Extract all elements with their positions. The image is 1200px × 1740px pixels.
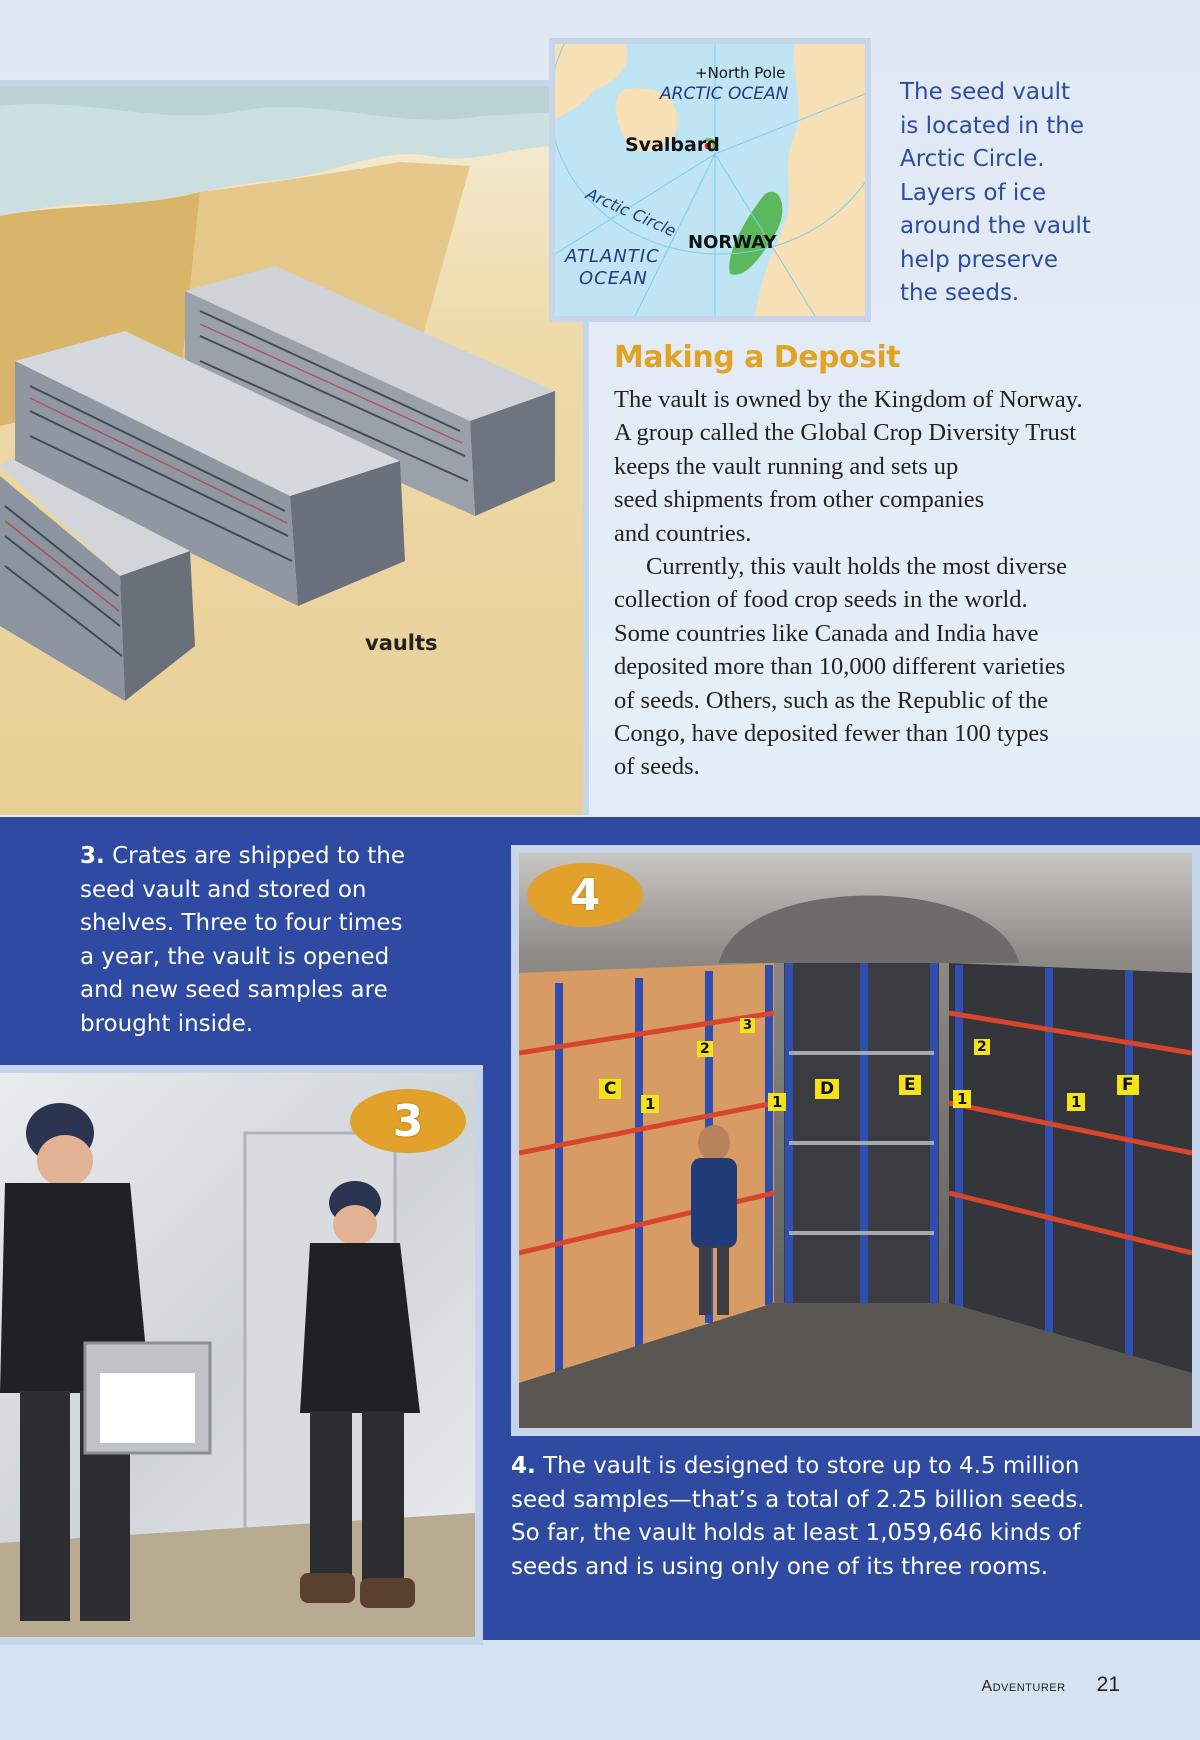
body-line: and countries. xyxy=(614,519,752,547)
paragraph-2 xyxy=(614,550,1189,784)
vault-illustration xyxy=(0,80,585,815)
step-3-number: 3. xyxy=(80,843,105,869)
arctic-map xyxy=(549,38,871,322)
step-4-line: seed samples—that’s a total of 2.25 billion seeds. xyxy=(511,1486,1085,1513)
step-4-caption xyxy=(511,1450,1151,1584)
arctic-ocean-label: ARCTIC OCEAN xyxy=(660,84,789,104)
body-line: of seeds. Others, such as the Republic of the xyxy=(614,686,1049,714)
shelf-tag-E: E xyxy=(899,1075,921,1095)
map-caption-line: around the vault xyxy=(900,213,1091,239)
vault-cutaway-drawing xyxy=(0,86,585,815)
step-4-photo xyxy=(511,845,1200,1436)
shelf-tag-1: 1 xyxy=(768,1093,786,1111)
shelf-tag-1: 1 xyxy=(953,1090,971,1108)
step-3-photo xyxy=(0,1065,483,1645)
step-3-line: and new seed samples are xyxy=(80,977,388,1003)
body-line: deposited more than 10,000 different varieties xyxy=(614,653,1066,681)
step-3-caption xyxy=(80,840,480,1041)
body-line: seed shipments from other companies xyxy=(614,486,985,514)
atlantic-label-line1: ATLANTIC xyxy=(565,246,660,267)
page-number: 21 xyxy=(1096,1673,1120,1696)
step-3-line: seed vault and stored on xyxy=(80,876,367,903)
shelf-tag-1: 1 xyxy=(641,1095,659,1113)
map-caption-line: The seed vault xyxy=(900,79,1070,105)
storage-shelves-drawing xyxy=(519,853,1192,1428)
seed-storage-room-photo xyxy=(519,853,1192,1428)
step-4-line xyxy=(511,1450,1151,1484)
map-caption-line: is located in the xyxy=(900,112,1084,139)
page-footer xyxy=(981,1673,1120,1697)
arctic-circle-label: Arctic Circle xyxy=(583,184,679,241)
north-pole-text: North Pole xyxy=(707,64,786,82)
shelf-tag-1: 1 xyxy=(1067,1093,1085,1111)
body-line: Some countries like Canada and India have xyxy=(614,619,1039,647)
atlantic-label-line2: OCEAN xyxy=(579,268,648,289)
step-4-number: 4. xyxy=(511,1453,536,1479)
paragraph-1 xyxy=(614,383,1189,550)
article-body xyxy=(614,383,1189,784)
body-line: A group called the Global Crop Diversity Trust xyxy=(614,419,1077,447)
step-3-text: Crates are shipped to the xyxy=(112,843,405,869)
body-line: keeps the vault running and sets up xyxy=(614,452,959,480)
step-4-badge: 4 xyxy=(527,863,643,927)
shelf-tag-F: F xyxy=(1117,1075,1139,1095)
step-3-badge: 3 xyxy=(350,1089,466,1153)
step-4-line: seeds and is using only one of its three rooms. xyxy=(511,1553,1049,1580)
shelf-tag-3: 3 xyxy=(740,1018,755,1033)
magazine-name: Adventurer xyxy=(981,1678,1066,1695)
step-3-line xyxy=(80,840,480,874)
body-line: Currently, this vault holds the most diverse xyxy=(646,553,1067,581)
map-caption-line: the seeds. xyxy=(900,280,1020,306)
map-caption-line: Layers of ice xyxy=(900,179,1047,206)
vault-entrance-photo xyxy=(0,1073,475,1637)
map-canvas xyxy=(555,44,865,316)
article-heading: Making a Deposit xyxy=(614,340,901,375)
shelf-tag-2: 2 xyxy=(974,1039,990,1055)
norway-label: NORWAY xyxy=(688,232,777,253)
step-4-text: The vault is designed to store up to 4.5 million xyxy=(543,1453,1080,1479)
step-3-line: shelves. Three to four times xyxy=(80,910,403,936)
step-3-line: brought inside. xyxy=(80,1010,254,1037)
steps-band xyxy=(0,817,1200,1640)
column-divider xyxy=(583,320,589,815)
north-pole-label: +North Pole xyxy=(695,64,786,82)
body-line: of seeds. xyxy=(614,753,700,781)
map-caption xyxy=(900,76,1190,311)
body-line: collection of food crop seeds in the world. xyxy=(614,586,1028,614)
step-3-line: a year, the vault is opened xyxy=(80,943,390,970)
shelf-tag-2: 2 xyxy=(697,1041,713,1057)
shelf-tag-D: D xyxy=(815,1079,839,1099)
map-caption-line: Arctic Circle. xyxy=(900,146,1045,172)
workers-drawing xyxy=(0,1073,475,1637)
shelf-tag-C: C xyxy=(599,1079,621,1099)
vaults-label: vaults xyxy=(365,631,438,655)
step-4-line: So far, the vault holds at least 1,059,646 kinds of xyxy=(511,1520,1081,1546)
svalbard-label: Svalbard xyxy=(625,134,720,156)
body-line: The vault is owned by the Kingdom of Norway. xyxy=(614,386,1083,413)
body-line: Congo, have deposited fewer than 100 types xyxy=(614,720,1049,748)
map-caption-line: help preserve xyxy=(900,246,1059,273)
